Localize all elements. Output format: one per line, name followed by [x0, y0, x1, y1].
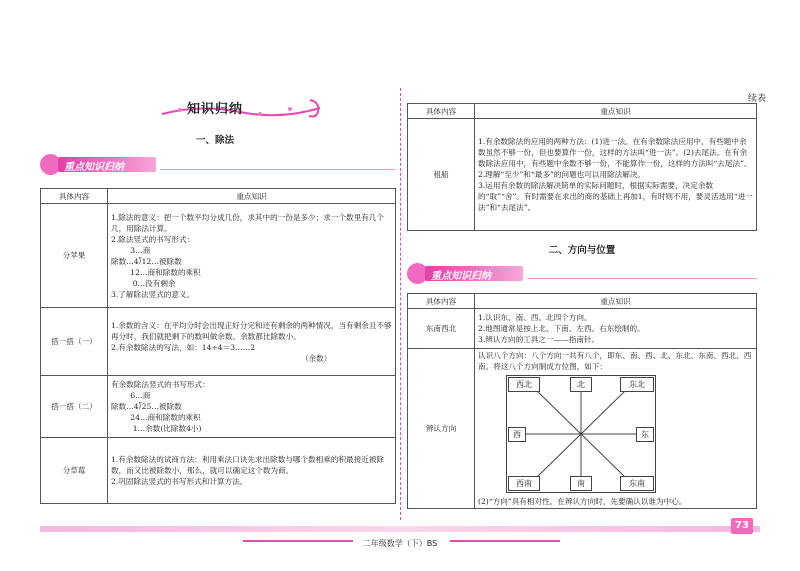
row-knowledge: 1.除法的意义：把一个数平均分成几份，求其中的一份是多少；求一个数里有几个几，用除法计算。 2.除法竖式的书写形式： 3…商 除数…4⟌12…被除数 12…商和除数的乘积 0…没有剩余 3.了解除法竖式的意义。 [108, 204, 396, 308]
header-content: 具体内容 [408, 294, 475, 309]
header-content: 具体内容 [41, 189, 108, 204]
division-table [40, 188, 396, 504]
row-knowledge: 1.有余数除法的试商方法：利用乘法口诀先求出除数与哪个数相乘的积最接近被除数，而又比被除数小，那么，就可以确定这个数为商。 2.巩固除法竖式的书写形式和计算方法。 [108, 438, 396, 504]
row-knowledge: 1.余数的含义：在平均分时会出现正好分完和还有剩余的两种情况，当有剩余且不够再分时，我们就把剩下的数叫做余数。余数都比除数小。 2.有余数除法的写法，如：14÷4＝3……2 （余数） [108, 308, 396, 376]
header-knowledge: 重点知识 [475, 294, 757, 309]
row-name: 租船 [408, 119, 475, 231]
dir-east: 东 [636, 427, 654, 442]
header-knowledge: 重点知识 [475, 104, 757, 119]
direction-compass-diagram [506, 375, 656, 493]
key-knowledge-banner-left [40, 154, 395, 175]
page-number: 73 [731, 518, 753, 534]
row-name: 搭一搭（一） [41, 308, 108, 376]
footer-band [40, 526, 760, 532]
dir-northwest: 西北 [508, 377, 540, 392]
footer-book-title: 二年级数学（下）BS [362, 539, 438, 548]
banner-label: 重点知识归纳 [431, 271, 491, 282]
header-content: 具体内容 [408, 104, 475, 119]
key-knowledge-banner-right [407, 263, 757, 284]
continued-label: 续表 [748, 94, 767, 104]
row-name: 东南西北 [408, 309, 475, 349]
section-title-division: 一、除法 [195, 135, 234, 146]
banner-label: 重点知识归纳 [64, 162, 124, 173]
header-knowledge: 重点知识 [108, 189, 396, 204]
row-name: 分苹果 [41, 204, 108, 308]
dir-southwest: 西南 [508, 476, 540, 491]
title-vine-decoration [160, 96, 330, 122]
row-knowledge: 1.认识东、南、西、北四个方向。 2.地图通常是按上北、下南、左西、右东绘制的。 3.辨认方向的工具之一——指南针。 [475, 309, 757, 349]
renting-boat-table [407, 103, 757, 231]
dir-northeast: 东北 [620, 377, 654, 392]
dir-north: 北 [570, 377, 592, 392]
row-name: 分草莓 [41, 438, 108, 504]
dir-west: 西 [508, 427, 526, 442]
row-knowledge: 认识八个方向：八个方向一共有八个，即东、南、西、北、东北、东南、西北、西南。将这八个方向制成方位图，如下： 西北 北 东北 西 东 西南 南 东南 (2)“方向”具有相对性，在辨认方向时，先要确认以谁为中心。 [475, 349, 757, 509]
section-title-direction: 二、方向与位置 [548, 245, 616, 256]
row-name: 辨认方向 [408, 349, 475, 509]
direction-table [407, 293, 757, 509]
row-knowledge: 有余数除法竖式的书写形式： 6…商 除数…4⟌25…被除数 24…商和除数的乘积 1…余数(比除数4小) [108, 376, 396, 438]
dir-south: 南 [570, 476, 592, 491]
row-name: 搭一搭（二） [41, 376, 108, 438]
row-knowledge: 1.有余数除法的应用的两种方法：(1)进一法。在有余数除法应用中，有些题中余数虽然不够一份，但也要算作一份，这样的方法叫“进一法”。(2)去尾法。在有余数除法应用中，有些题中余数不够一份，不能算作一份，这样的方法叫“去尾法”。 2.理解“至少”和“最多”的问题也可以用除法解决。 3.运用有余数的除法解决简单的实际问题时，根据实际需要，决定余数的“取”“舍”。有时需要在求出的商的基础上再加1，有时则不用，要灵活选用“进一法”和“去尾法”。 [475, 119, 757, 231]
column-divider [400, 88, 401, 520]
page-title: 知识归纳 [187, 102, 244, 117]
dir-southeast: 东南 [620, 476, 654, 491]
